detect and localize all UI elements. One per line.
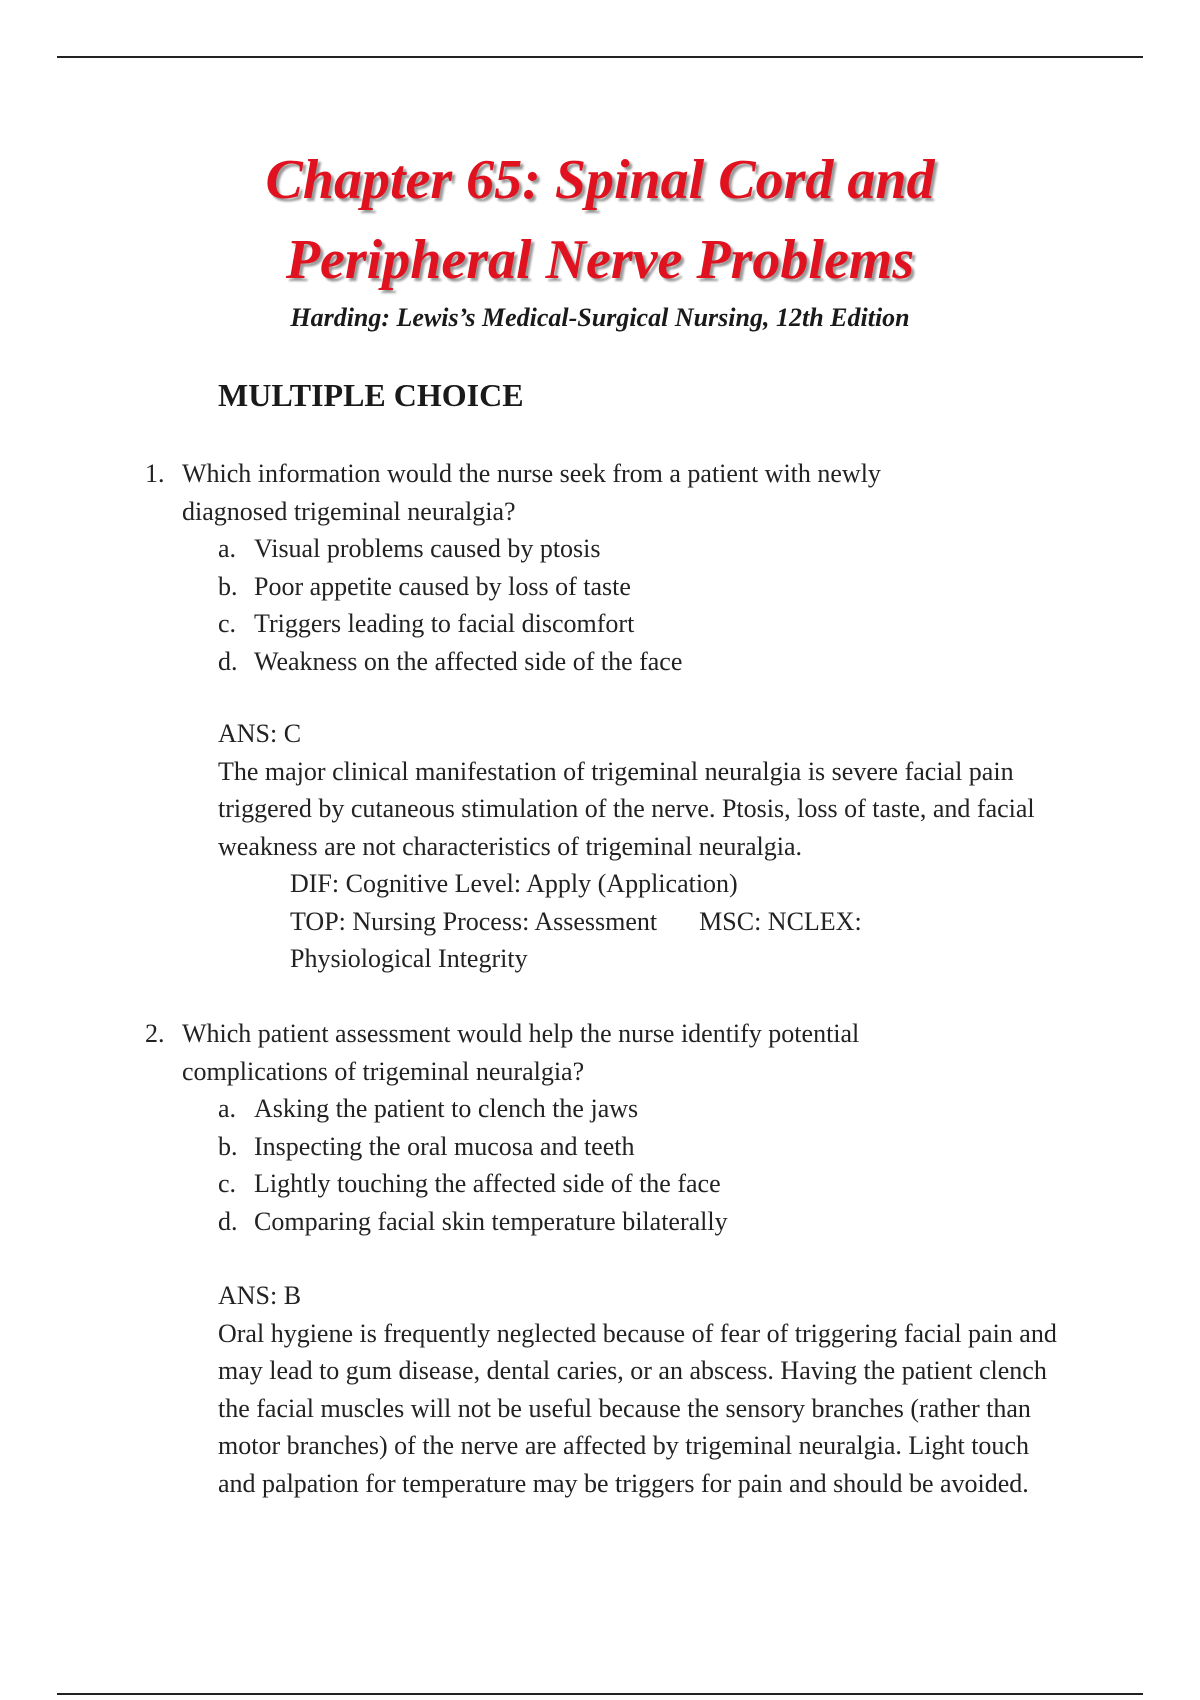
- top-rule: [57, 56, 1143, 58]
- option-letter: d.: [218, 1206, 238, 1236]
- question-stem: [182, 455, 982, 530]
- book-subtitle: Harding: Lewis’s Medical-Surgical Nursing, 12th Edition: [290, 303, 910, 332]
- option-letter: d.: [218, 646, 238, 676]
- option-text: Weakness on the affected side of the face: [254, 646, 683, 676]
- bottom-rule: [57, 1693, 1143, 1695]
- topic-row: [290, 903, 970, 941]
- option-text: Lightly touching the affected side of the face: [254, 1169, 721, 1198]
- option-b: [218, 568, 982, 606]
- option-a: [218, 530, 982, 568]
- option-letter: b.: [218, 1131, 238, 1161]
- rationale: The major clinical manifestation of trigeminal neuralgia is severe facial pain triggered by cutaneous stimulation of the nerve. Ptosis, loss of taste, and facial weakness are not characteristics of trigeminal neuralgia.: [218, 756, 1035, 861]
- question-stem-line: Which patient assessment would help the nurse identify potential: [182, 1019, 860, 1048]
- option-text: Comparing facial skin temperature bilaterally: [254, 1206, 728, 1236]
- answer-block-2: [218, 1277, 1068, 1502]
- topic: TOP: Nursing Process: Assessment: [290, 906, 658, 936]
- chapter-title-line-2: Peripheral Nerve Problems: [285, 229, 915, 291]
- option-text: Poor appetite caused by loss of taste: [254, 571, 631, 601]
- option-letter: a.: [218, 534, 237, 563]
- option-letter: c.: [218, 1169, 237, 1198]
- option-a: [218, 1090, 982, 1128]
- answer-key: ANS: C: [218, 719, 302, 748]
- msc-label: MSC: NCLEX:: [699, 906, 862, 936]
- question-stem-line: complications of trigeminal neuralgia?: [182, 1056, 585, 1086]
- chapter-title-line-1: Chapter 65: Spinal Cord and: [265, 149, 935, 211]
- answer-options: [218, 530, 982, 680]
- question-stem: [182, 1015, 982, 1090]
- question-metadata: [290, 865, 970, 978]
- option-text: Asking the patient to clench the jaws: [254, 1094, 639, 1123]
- msc-category: Physiological Integrity: [290, 944, 528, 973]
- question-stem-line: diagnosed trigeminal neuralgia?: [182, 496, 516, 526]
- section-heading: MULTIPLE CHOICE: [218, 377, 524, 413]
- answer-key: ANS: B: [218, 1281, 302, 1310]
- question-stem-line: Which information would the nurse seek from a patient with newly: [182, 459, 881, 488]
- question-number: 1.: [145, 459, 165, 488]
- option-d: [218, 643, 982, 681]
- rationale: Oral hygiene is frequently neglected because of fear of triggering facial pain and may lead to gum disease, dental caries, or an abscess. Having the patient clench the facial muscles will not be useful because the sensory branches (rather than motor branches) of the nerve are affected by trigeminal neuralgia. Light touch and palpation for temperature may be triggers for pain and should be avoided.: [218, 1318, 1057, 1498]
- answer-options: [218, 1090, 982, 1240]
- question-2: [145, 1015, 982, 1240]
- option-c: [218, 605, 982, 643]
- option-letter: c.: [218, 609, 237, 638]
- option-letter: a.: [218, 1094, 237, 1123]
- option-b: [218, 1128, 982, 1166]
- option-d: [218, 1203, 982, 1241]
- question-number: 2.: [145, 1019, 165, 1048]
- answer-block-1: [218, 715, 1068, 978]
- option-letter: b.: [218, 571, 238, 601]
- option-text: Triggers leading to facial discomfort: [254, 609, 635, 638]
- option-text: Visual problems caused by ptosis: [254, 534, 601, 563]
- difficulty: DIF: Cognitive Level: Apply (Application): [290, 869, 738, 898]
- option-c: [218, 1165, 982, 1203]
- option-text: Inspecting the oral mucosa and teeth: [254, 1131, 635, 1161]
- question-1: [145, 455, 982, 680]
